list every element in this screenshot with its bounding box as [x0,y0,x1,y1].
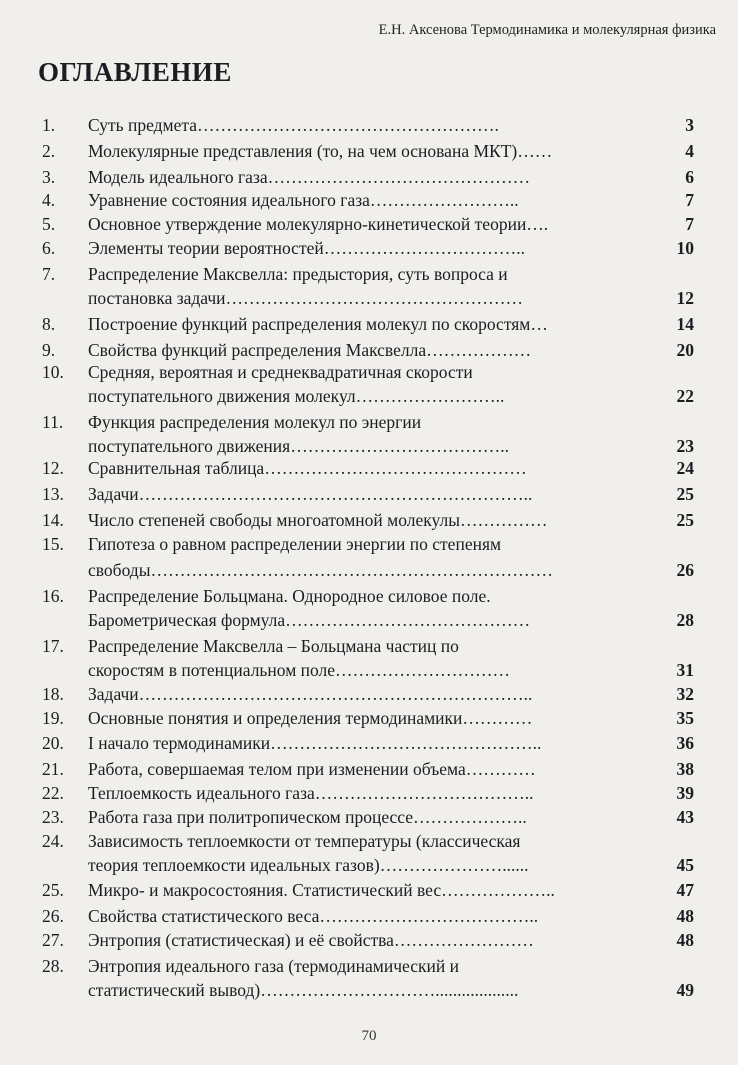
toc-entry-number: 12. [42,458,64,478]
toc-entry-number: 22. [42,783,64,803]
toc-entry-number: 9. [42,340,56,360]
toc-entry-text: свободы…………………………………………………………… [88,560,553,580]
toc-entry-number: 5. [42,214,56,234]
toc-entry-text: Свойства статистического веса……………………………….. [88,906,539,926]
toc-entry-page: 22 [676,386,694,406]
toc-entry-text: Модель идеального газа……………………………………… [88,167,531,187]
toc-entry-page: 23 [676,436,694,456]
toc-entry-number: 1. [42,115,56,135]
toc-entry-text: поступательного движения……………………………….. [88,436,509,456]
toc-entry-text: Молекулярные представления (то, на чем основана МКТ)…… [88,141,553,161]
toc-entry-number: 28. [42,956,64,976]
page-title: ОГЛАВЛЕНИЕ [38,57,232,87]
toc-entry-number: 13. [42,484,64,504]
toc-entry-number: 11. [42,412,64,432]
toc-entry-number: 10. [42,362,64,382]
toc-entry-text: поступательного движения молекул…………………….. [88,386,505,406]
toc-entry-number: 23. [42,807,64,827]
toc-entry-text: Свойства функций распределения Максвелла……………… [88,340,532,360]
toc-entry-number: 4. [42,190,56,210]
toc-entry-text: Число степеней свободы многоатомной молекулы…………… [88,510,548,530]
toc-entry-text: Распределение Больцмана. Однородное силовое поле. [88,586,491,606]
toc-entry-page: 43 [676,807,694,827]
toc-entry-text: Построение функций распределения молекул по скоростям… [88,314,548,334]
toc-entry-number: 18. [42,684,64,704]
toc-entry-page: 35 [676,708,694,728]
toc-entry-number: 3. [42,167,56,187]
toc-entry-text: Распределение Максвелла: предыстория, суть вопроса и [88,264,508,284]
toc-entry-text: постановка задачи…………………………………………… [88,288,524,308]
toc-entry-page: 25 [676,484,694,504]
toc-entry-page: 36 [676,733,694,753]
toc-entry-text: Элементы теории вероятностей…………………………….. [88,238,525,258]
toc-entry-number: 14. [42,510,64,530]
toc-entry-page: 7 [685,190,694,210]
toc-entry-page: 48 [676,930,694,950]
toc-entry-number: 19. [42,708,64,728]
toc-entry-page: 49 [676,980,694,1000]
toc-entry-text: Основные понятия и определения термодинамики………… [88,708,533,728]
toc-entry-number: 7. [42,264,56,284]
toc-entry-page: 24 [676,458,694,478]
toc-entry-text: Основное утверждение молекулярно-кинетической теории…. [88,214,549,234]
toc-entry-text: Задачи………………………………………………………….. [88,684,533,704]
toc-entry-text: Задачи………………………………………………………….. [88,484,533,504]
toc-entry-number: 2. [42,141,56,161]
toc-entry-page: 3 [685,115,694,135]
toc-entry-number: 8. [42,314,56,334]
toc-entry-text: Функция распределения молекул по энергии [88,412,422,432]
toc-entry-text: статистический вывод)…………………………................... [88,980,519,1000]
toc-entry-number: 6. [42,238,56,258]
toc-entry-text: Барометрическая формула…………………………………… [88,610,531,630]
toc-entry-page: 4 [685,141,694,161]
toc-entry-text: Суть предмета……………………………………………. [88,115,499,135]
toc-entry-page: 26 [676,560,694,580]
toc-entry-number: 16. [42,586,64,606]
toc-entry-page: 48 [676,906,694,926]
toc-entry-text: Гипотеза о равном распределении энергии по степеням [88,534,502,554]
toc-entry-text: скоростям в потенциальном поле………………………… [88,660,511,680]
toc-entry-page: 32 [676,684,694,704]
toc-entry-text: Теплоемкость идеального газа……………………………….. [88,783,534,803]
toc-entry-number: 21. [42,759,64,779]
toc-entry-text: Зависимость теплоемкости от температуры (классическая [88,831,521,851]
toc-entry-page: 20 [676,340,694,360]
toc-entry-number: 26. [42,906,64,926]
toc-entry-text: Микро- и макросостояния. Статистический вес……………….. [88,880,555,900]
toc-entry-page: 39 [676,783,694,803]
toc-entry-page: 12 [676,288,694,308]
toc-entry-page: 10 [676,238,694,258]
running-header: Е.Н. Аксенова Термодинамика и молекулярная физика [378,22,716,38]
toc-entry-number: 20. [42,733,64,753]
toc-entry-text: Работа газа при политропическом процессе……………….. [88,807,527,827]
toc-entry-text: Энтропия идеального газа (термодинамический и [88,956,459,976]
toc-entry-page: 25 [676,510,694,530]
toc-entry-page: 31 [676,660,694,680]
toc-entry-text: Уравнение состояния идеального газа…………………….. [88,190,519,210]
toc-entry-page: 47 [676,880,694,900]
toc-entry-text: Распределение Максвелла – Больцмана частиц по [88,636,459,656]
toc-entry-text: I начало термодинамики……………………………………….. [88,733,542,753]
toc-entry-text: теория теплоемкости идеальных газов)…………………...... [88,855,529,875]
toc-entry-number: 17. [42,636,64,656]
page-number: 70 [361,1028,377,1044]
toc-entry-number: 15. [42,534,64,554]
toc-entry-page: 6 [685,167,694,187]
toc-entry-text: Средняя, вероятная и среднеквадратичная скорости [88,362,473,382]
toc-entry-number: 24. [42,831,64,851]
toc-entry-number: 25. [42,880,64,900]
toc-entry-text: Энтропия (статистическая) и её свойства…………………… [88,930,534,950]
toc-entry-page: 7 [685,214,694,234]
toc-entry-text: Работа, совершаемая телом при изменении объема………… [88,759,536,779]
toc-entry-text: Сравнительная таблица……………………………………… [88,458,527,478]
toc-entry-page: 14 [676,314,694,334]
toc-entry-page: 28 [676,610,694,630]
toc-entry-page: 38 [676,759,694,779]
toc-entry-page: 45 [676,855,694,875]
toc-entry-number: 27. [42,930,64,950]
